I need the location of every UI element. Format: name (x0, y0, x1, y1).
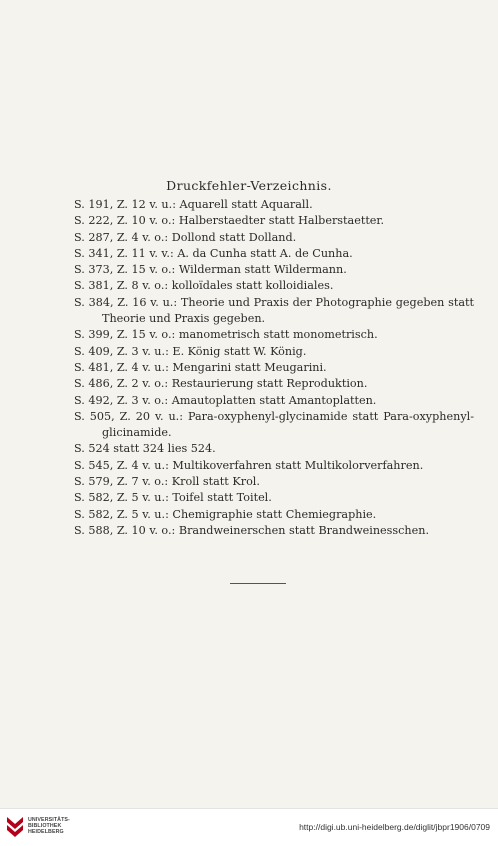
errata-correction: Kroll statt Krol. (171, 475, 260, 489)
errata-correction: statt 324 lies 524. (113, 442, 216, 456)
errata-entry (74, 230, 474, 246)
errata-correction: manometrisch statt monometrisch. (178, 328, 378, 342)
errata-correction: A. da Cunha statt A. de Cunha. (177, 246, 353, 260)
errata-entry (74, 409, 474, 442)
errata-page-reference: S. 384, Z. 16 v. u.: (74, 295, 178, 309)
errata-correction: kolloïdales statt kolloidiales. (171, 279, 334, 293)
errata-entry (74, 523, 474, 539)
errata-page-reference: S. 191, Z. 12 v. u.: (74, 198, 176, 211)
errata-entry (74, 490, 474, 506)
errata-correction: Multikoverfahren statt Multikolorverfahren. (172, 458, 424, 472)
errata-entry (74, 474, 474, 490)
errata-correction: Toifel statt Toitel. (172, 491, 272, 505)
errata-page-reference: S. 481, Z. 4 v. u.: (74, 360, 169, 374)
errata-page-reference: S. 399, Z. 15 v. o.: (74, 328, 176, 342)
library-name-line-1: UNIVERSITÄTS- (28, 817, 70, 823)
footer-bar (0, 808, 498, 846)
errata-correction: Wilderman statt Wildermann. (178, 263, 347, 277)
errata-correction: Brandweinerschen statt Brandweinesschen. (178, 523, 430, 537)
errata-page-reference: S. 579, Z. 7 v. o.: (74, 475, 169, 489)
errata-entry (74, 393, 474, 409)
errata-entry (74, 327, 474, 343)
errata-correction: Mengarini statt Meugarini. (172, 360, 327, 374)
errata-correction: Aquarell statt Aquarall. (179, 198, 313, 211)
errata-entry (74, 344, 474, 360)
errata-entry (74, 360, 474, 376)
errata-correction: Chemigraphie statt Chemiegraphie. (172, 507, 377, 521)
university-library-logo-icon[interactable] (4, 814, 26, 840)
errata-page-reference: S. 341, Z. 11 v. v.: (74, 246, 174, 260)
errata-entry (74, 213, 474, 229)
errata-entry (74, 278, 474, 294)
errata-entry (74, 441, 474, 457)
errata-page-reference: S. 505, Z. 20 v. u.: (74, 409, 183, 423)
errata-correction: Theorie und Praxis der Photographie gegeben statt Theorie und Praxis gegeben. (102, 295, 474, 326)
errata-page-reference: S. 588, Z. 10 v. o.: (74, 523, 176, 537)
errata-entry (74, 376, 474, 392)
errata-page-reference: S. 524 (74, 442, 110, 456)
errata-page-reference: S. 381, Z. 8 v. o.: (74, 279, 169, 293)
errata-page-reference: S. 373, Z. 15 v. o.: (74, 263, 176, 277)
errata-page-reference: S. 492, Z. 3 v. o.: (74, 393, 169, 407)
page-title: Druckfehler-Verzeichnis. (166, 178, 332, 193)
errata-entry (74, 458, 474, 474)
errata-entry (74, 197, 474, 213)
errata-correction: E. König statt W. König. (172, 344, 307, 358)
errata-page-reference: S. 582, Z. 5 v. u.: (74, 507, 169, 521)
errata-page-reference: S. 409, Z. 3 v. u.: (74, 344, 169, 358)
errata-correction: Amautoplatten statt Amantoplatten. (171, 393, 377, 407)
errata-page-reference: S. 222, Z. 10 v. o.: (74, 214, 176, 228)
errata-entry (74, 246, 474, 262)
errata-correction: Halberstaedter statt Halberstaetter. (178, 214, 385, 228)
errata-correction: Restaurierung statt Reproduktion. (171, 377, 368, 391)
errata-correction: Dollond statt Dolland. (171, 230, 297, 244)
separator-rule (230, 583, 286, 584)
errata-entry (74, 295, 474, 328)
source-url-link[interactable]: http://digi.ub.uni-heidelberg.de/diglit/jbpr1906/0709 (299, 822, 490, 832)
errata-page-reference: S. 582, Z. 5 v. u.: (74, 491, 169, 505)
errata-page-reference: S. 545, Z. 4 v. u.: (74, 458, 169, 472)
library-name[interactable] (28, 817, 70, 835)
errata-page-reference: S. 486, Z. 2 v. o.: (74, 377, 169, 391)
errata-list (74, 197, 474, 539)
errata-correction: Para-oxyphenyl-glycinamide statt Para-oxyphenyl-glicinamide. (102, 409, 474, 440)
errata-entry (74, 507, 474, 523)
errata-entry (74, 262, 474, 278)
library-name-line-2: BIBLIOTHEK (28, 823, 62, 829)
errata-page-reference: S. 287, Z. 4 v. o.: (74, 230, 169, 244)
library-name-line-3: HEIDELBERG (28, 829, 64, 835)
